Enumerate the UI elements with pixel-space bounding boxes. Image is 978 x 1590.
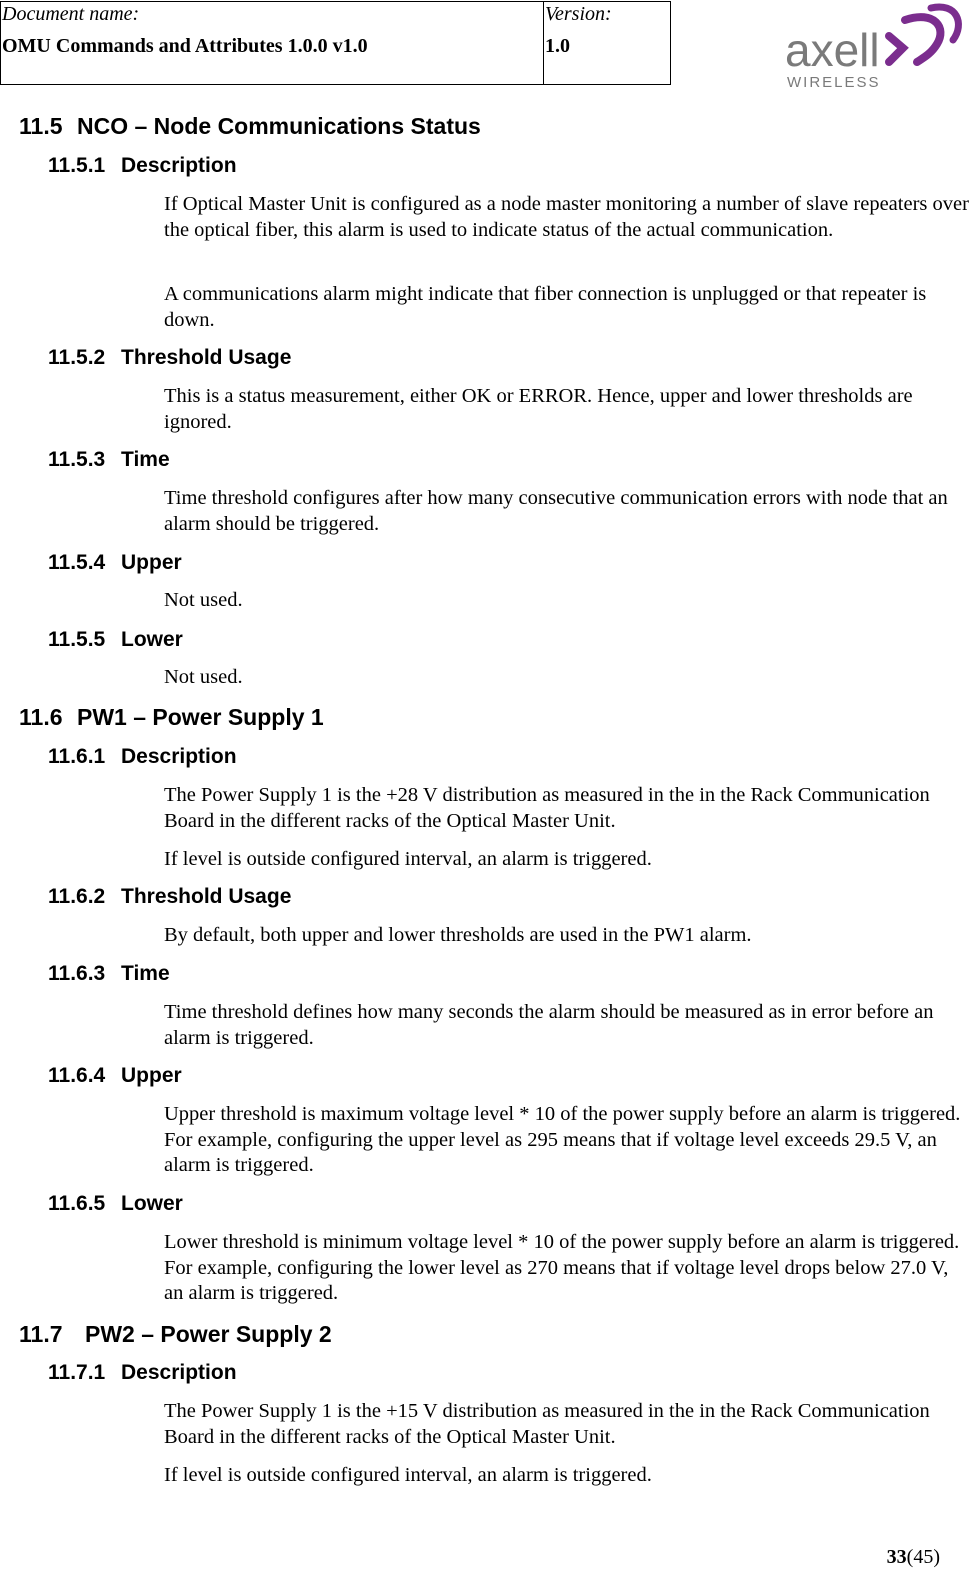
paragraph: Time threshold defines how many seconds the alarm should be measured as in error before an alarm is triggered. [164, 1001, 934, 1049]
subsection-heading-11-6-5: 11.6.5 Lower [48, 1192, 183, 1215]
paragraph: Lower threshold is minimum voltage level * 10 of the power supply before an alarm is triggered. For example, configuring the lower level as 270 means that if voltage level drops below 27.0 V, an alarm is triggered. [164, 1231, 960, 1304]
paragraph: Time threshold configures after how many consecutive communication errors with node that an alarm should be triggered. [164, 487, 948, 535]
doc-name-label: Document name: [2, 3, 140, 25]
subsection-heading-11-5-2: 11.5.2 Threshold Usage [48, 346, 292, 369]
section-heading-11-6: 11.6 PW1 – Power Supply 1 [19, 704, 324, 730]
doc-name-value: OMU Commands and Attributes 1.0.0 v1.0 [2, 35, 368, 57]
logo-subtext: WIRELESS [787, 74, 881, 91]
paragraph: The Power Supply 1 is the +15 V distribution as measured in the in the Rack Communication Board in the different racks of the Optical Master Unit. [164, 1400, 930, 1448]
subsection-heading-11-6-2: 11.6.2 Threshold Usage [48, 885, 292, 908]
paragraph: If level is outside configured interval, an alarm is triggered. [164, 848, 652, 870]
subsection-heading-11-6-4: 11.6.4 Upper [48, 1064, 182, 1087]
subsection-heading-11-7-1: 11.7.1 Description [48, 1361, 237, 1384]
paragraph: Not used. [164, 666, 243, 688]
paragraph: Upper threshold is maximum voltage level * 10 of the power supply before an alarm is triggered. For example, configuring the upper level as 295 means that if voltage level exceeds 29.5 V, an alarm is triggered. [164, 1103, 961, 1176]
paragraph: If Optical Master Unit is configured as a node master monitoring a number of slave repeaters over the optical fiber, this alarm is used to indicate status of the actual communication. [164, 193, 969, 241]
version-value: 1.0 [545, 35, 570, 57]
version-label: Version: [545, 3, 612, 25]
paragraph: By default, both upper and lower thresholds are used in the PW1 alarm. [164, 924, 752, 946]
logo-swoosh-icon [905, 17, 940, 62]
page-number: 33(45) [886, 1546, 940, 1568]
subsection-heading-11-6-3: 11.6.3 Time [48, 962, 170, 985]
subsection-heading-11-5-3: 11.5.3 Time [48, 448, 170, 471]
axell-wireless-logo [785, 0, 965, 92]
paragraph: The Power Supply 1 is the +28 V distribution as measured in the in the Rack Communication Board in the different racks of the Optical Master Unit. [164, 784, 930, 832]
subsection-heading-11-5-4: 11.5.4 Upper [48, 551, 182, 574]
logo-wordmark: axell [785, 24, 880, 76]
paragraph: If level is outside configured interval, an alarm is triggered. [164, 1464, 652, 1486]
section-heading-11-5: 11.5 NCO – Node Communications Status [19, 113, 481, 139]
paragraph: This is a status measurement, either OK or ERROR. Hence, upper and lower thresholds are ignored. [164, 385, 913, 433]
section-heading-11-7: 11.7 PW2 – Power Supply 2 [19, 1321, 332, 1347]
paragraph: Not used. [164, 589, 243, 611]
subsection-heading-11-5-1: 11.5.1 Description [48, 154, 237, 177]
subsection-heading-11-5-5: 11.5.5 Lower [48, 628, 183, 651]
paragraph: A communications alarm might indicate that fiber connection is unplugged or that repeater is down. [164, 283, 927, 331]
header-divider [543, 1, 544, 85]
subsection-heading-11-6-1: 11.6.1 Description [48, 745, 237, 768]
logo-chevron-small-icon [889, 36, 903, 62]
